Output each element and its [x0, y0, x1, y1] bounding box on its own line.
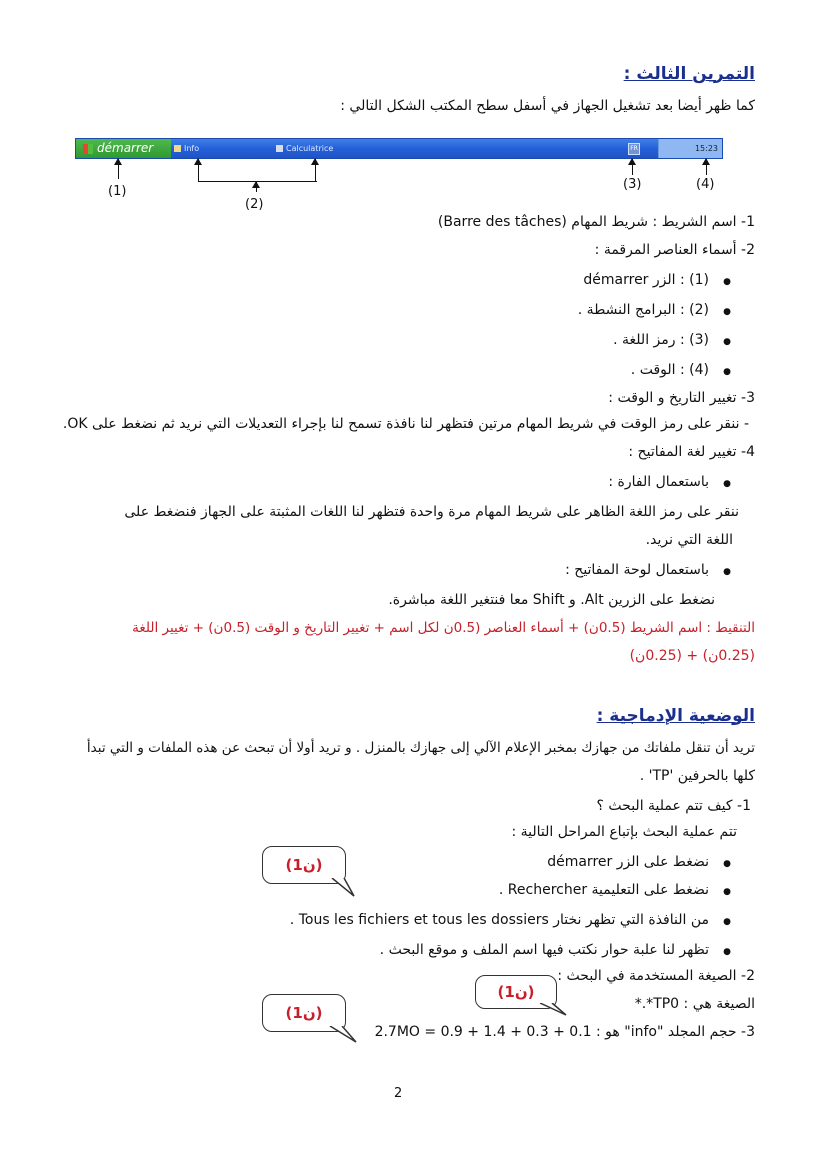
answer-3-text: - ننقر على رمز الوقت في شريط المهام مرتين فتظهر لنا نافذة تسمح لنا بإجراء التعديلات التي نريد ثم نضغط على OK.	[62, 416, 749, 432]
callout-tail	[536, 1003, 570, 1019]
list-item: ● تظهر لنا علبة حوار نكتب فيها اسم الملف و موقع البحث .	[380, 940, 709, 960]
mouse-text-1: ننقر على رمز اللغة الظاهر على شريط المهام مرة واحدة فتظهر لنا اللغات المثبتة على الجهاز فنضغط على	[124, 504, 739, 520]
taskbar-info-label: Info	[184, 144, 200, 153]
taskbar-calc-label: Calculatrice	[286, 144, 334, 153]
keyboard-text: نضغط على الزرين Alt. و Shift معا فنتغير اللغة مباشرة.	[388, 592, 715, 608]
list-item: ● (3) : رمز اللغة .	[613, 330, 709, 350]
answer-1: 1- اسم الشريط : شريط المهام (Barre des tâches)	[437, 214, 755, 230]
bracket-stem	[256, 182, 257, 192]
list-item: ● (2) : البرامج النشطة .	[578, 300, 709, 320]
mouse-text-2: اللغة التي نريد.	[645, 532, 733, 548]
question-1-text: تتم عملية البحث بإتباع المراحل التالية :	[511, 824, 737, 840]
arrow-2a	[198, 159, 199, 181]
label-2: (2)	[245, 197, 264, 212]
start-label: démarrer	[97, 141, 154, 155]
arrow-3	[632, 159, 633, 175]
label-3: (3)	[623, 177, 642, 192]
label-1: (1)	[108, 184, 127, 199]
callout-tail	[330, 878, 360, 900]
situation-para-1: تريد أن تنقل ملفاتك من جهازك بمخبر الإعلام الآلي إلى جهازك بالمنزل . و تريد أولا أن تبحث عن هذه الملفات و التي تبدأ	[86, 740, 755, 756]
taskbar-button-info	[174, 141, 269, 156]
folder-icon	[174, 145, 181, 152]
answer-2: 2- أسماء العناصر المرقمة :	[594, 242, 755, 258]
score-callout: (1ن)	[262, 846, 346, 884]
list-item: ● نضغط على الزر démarrer	[547, 852, 709, 872]
situation-para-2: كلها بالحرفين 'TP' .	[639, 768, 755, 784]
start-button	[76, 139, 171, 158]
list-item: ● (1) : الزر démarrer	[583, 270, 709, 290]
arrow-4	[706, 159, 707, 175]
exercise3-title: التمرين الثالث :	[623, 64, 755, 84]
callout-tail	[326, 1026, 360, 1046]
answer-3: 3- تغيير التاريخ و الوقت :	[608, 390, 755, 406]
label-4: (4)	[696, 177, 715, 192]
grading-line-1: التنقيط : اسم الشريط (0.5ن) + أسماء العناصر (0.5ن لكل اسم + تغيير التاريخ و الوقت (0.5ن) + تغيير اللغة	[132, 620, 755, 636]
system-tray	[658, 139, 722, 158]
list-item-mouse: ● باستعمال الفارة :	[608, 472, 709, 492]
question-1: 1- كيف تتم عملية البحث ؟	[596, 798, 751, 814]
list-item-keyboard: ● باستعمال لوحة المفاتيح :	[565, 560, 709, 580]
answer-4: 4- تغيير لغة المفاتيح :	[628, 444, 755, 460]
situation-title: الوضعية الإدماجية :	[596, 706, 755, 726]
page-number: 2	[394, 1086, 403, 1101]
exercise3-intro: كما ظهر أيضا بعد تشغيل الجهاز في أسفل سطح المكتب الشكل التالي :	[340, 98, 755, 114]
clock: 15:23	[694, 144, 718, 153]
question-2-text: الصيغة هي : TP0*.*	[634, 996, 755, 1012]
taskbar-image	[75, 138, 723, 159]
language-icon: FR	[628, 143, 640, 155]
calculator-icon	[276, 145, 283, 152]
arrow-2b	[315, 159, 316, 181]
taskbar-button-calculator	[276, 141, 376, 156]
question-2: 2- الصيغة المستخدمة في البحث :	[557, 968, 755, 984]
list-item: ● من النافذة التي تظهر نختار Tous les fichiers et tous les dossiers .	[290, 910, 709, 930]
arrow-1	[118, 159, 119, 179]
score-callout: (1ن)	[475, 975, 557, 1009]
question-3: 3- حجم المجلد "info" هو : 0.1 + 0.3 + 1.4 + 0.9 = 2.7MO	[374, 1024, 755, 1040]
score-callout: (1ن)	[262, 994, 346, 1032]
list-item: ● نضغط على التعليمية Rechercher .	[499, 880, 709, 900]
list-item: ● (4) : الوقت .	[631, 360, 709, 380]
grading-line-2: (0.25ن) + (0.25ن)	[629, 648, 755, 664]
windows-flag-icon	[83, 144, 93, 154]
